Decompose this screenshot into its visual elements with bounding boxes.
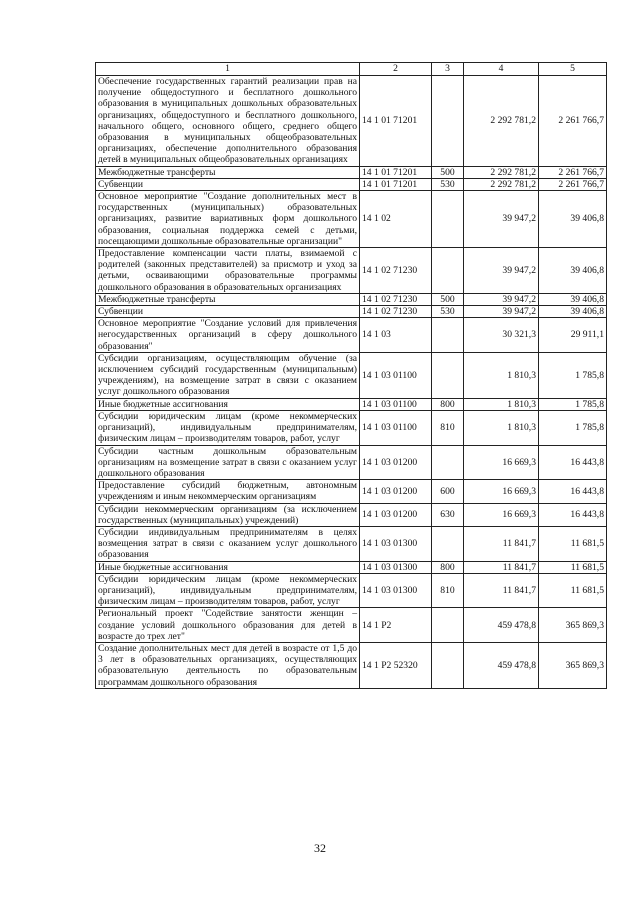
row-value-year2: 11 681,5 (539, 526, 607, 561)
row-name: Субсидии некоммерческим организациям (за исключением государственных (муниципальных) учреждений) (96, 503, 360, 526)
row-code: 14 1 03 01200 (360, 480, 432, 503)
row-value-year1: 1 810,3 (464, 398, 539, 410)
row-value-year1: 39 947,2 (464, 306, 539, 318)
row-value-year1: 30 321,3 (464, 318, 539, 353)
row-name: Основное мероприятие "Создание дополнительных мест в государственных (муниципальных) образовательных организациях, развитие вариативных форм дошкольного образования, социальная поддержка семей с детьми, посещающими дошкольные образовательные организации" (96, 191, 360, 248)
column-header: 5 (539, 63, 607, 76)
row-code: 14 1 03 01300 (360, 526, 432, 561)
row-value-year2: 39 406,8 (539, 248, 607, 294)
row-name: Межбюджетные трансферты (96, 293, 360, 305)
row-value-year2: 2 261 766,7 (539, 76, 607, 167)
table-row (96, 178, 607, 190)
page-number: 32 (314, 841, 326, 855)
row-name: Субсидии организациям, осуществляющим обучение (за исключением субсидий государственным (муниципальным) учреждениям), на возмещение затрат в связи с оказанием услуг дошкольного образования (96, 352, 360, 398)
budget-table (95, 62, 607, 689)
row-name: Предоставление субсидий бюджетным, автономным учреждениям и иным некоммерческим организациям (96, 480, 360, 503)
row-value-year2: 39 406,8 (539, 293, 607, 305)
row-value-year1: 11 841,7 (464, 526, 539, 561)
table-row (96, 642, 607, 688)
row-code: 14 1 01 71201 (360, 166, 432, 178)
row-name: Иные бюджетные ассигнования (96, 398, 360, 410)
row-type: 500 (432, 166, 464, 178)
row-name: Региональный проект "Содействие занятости женщин – создание условий дошкольного образования для детей в возрасте до трех лет" (96, 608, 360, 643)
row-value-year1: 16 669,3 (464, 445, 539, 480)
row-value-year2: 11 681,5 (539, 561, 607, 573)
row-value-year1: 1 810,3 (464, 410, 539, 445)
row-type (432, 318, 464, 353)
row-code: 14 1 P2 (360, 608, 432, 643)
row-name: Обеспечение государственных гарантий реализации прав на получение общедоступного и бесплатного дошкольного образования в муниципальных дошкольных образовательных организациях, общедоступного и бесплатного дошкольного, начального общего, основного общего, среднего общего образования в муниципальных общеобразовательных организациях, обеспечение дополнительного образования детей в муниципальных общеобразовательных организациях (96, 76, 360, 167)
row-value-year1: 39 947,2 (464, 248, 539, 294)
row-value-year1: 1 810,3 (464, 352, 539, 398)
row-type (432, 191, 464, 248)
row-code: 14 1 01 71201 (360, 76, 432, 167)
row-name: Иные бюджетные ассигнования (96, 561, 360, 573)
row-type: 500 (432, 293, 464, 305)
row-type (432, 608, 464, 643)
row-type (432, 642, 464, 688)
row-code: 14 1 03 01100 (360, 410, 432, 445)
row-type: 810 (432, 410, 464, 445)
column-header: 2 (360, 63, 432, 76)
row-code: 14 1 03 01100 (360, 398, 432, 410)
row-type (432, 76, 464, 167)
row-value-year2: 1 785,8 (539, 398, 607, 410)
row-code: 14 1 03 01100 (360, 352, 432, 398)
row-value-year1: 16 669,3 (464, 503, 539, 526)
table-row (96, 318, 607, 353)
row-name: Создание дополнительных мест для детей в возрасте от 1,5 до 3 лет в образовательных организациях, осуществляющих образовательную деятельность по образовательным программам дошкольного образования (96, 642, 360, 688)
row-type: 530 (432, 178, 464, 190)
row-value-year2: 365 869,3 (539, 642, 607, 688)
table-row (96, 608, 607, 643)
row-type: 810 (432, 573, 464, 608)
table-row (96, 445, 607, 480)
table-row (96, 398, 607, 410)
row-value-year2: 29 911,1 (539, 318, 607, 353)
row-type: 530 (432, 306, 464, 318)
row-value-year2: 16 443,8 (539, 480, 607, 503)
row-type (432, 352, 464, 398)
row-code: 14 1 02 71230 (360, 293, 432, 305)
column-header: 3 (432, 63, 464, 76)
row-name: Субсидии юридическим лицам (кроме некоммерческих организаций), индивидуальным предпринимателям, физическим лицам – производителям товаров, работ, услуг (96, 410, 360, 445)
row-code: 14 1 02 (360, 191, 432, 248)
table-row (96, 191, 607, 248)
row-code: 14 1 03 01200 (360, 445, 432, 480)
row-name: Основное мероприятие "Создание условий для привлечения негосударственных организаций в сферу дошкольного образования" (96, 318, 360, 353)
row-code: 14 1 03 01300 (360, 561, 432, 573)
row-value-year1: 2 292 781,2 (464, 76, 539, 167)
row-value-year2: 2 261 766,7 (539, 166, 607, 178)
row-name: Субсидии юридическим лицам (кроме некоммерческих организаций), индивидуальным предпринимателям, физическим лицам – производителям товаров, работ, услуг (96, 573, 360, 608)
row-value-year2: 365 869,3 (539, 608, 607, 643)
row-value-year1: 11 841,7 (464, 561, 539, 573)
row-value-year2: 39 406,8 (539, 191, 607, 248)
table-row (96, 573, 607, 608)
row-code: 14 1 02 71230 (360, 248, 432, 294)
row-type: 800 (432, 398, 464, 410)
row-code: 14 1 P2 52320 (360, 642, 432, 688)
table-row (96, 410, 607, 445)
table-header-row (96, 63, 607, 76)
row-value-year1: 16 669,3 (464, 480, 539, 503)
row-code: 14 1 03 01300 (360, 573, 432, 608)
row-value-year2: 2 261 766,7 (539, 178, 607, 190)
table-row (96, 352, 607, 398)
table-row (96, 76, 607, 167)
row-value-year1: 2 292 781,2 (464, 178, 539, 190)
row-name: Субвенции (96, 306, 360, 318)
row-value-year1: 459 478,8 (464, 642, 539, 688)
row-value-year2: 16 443,8 (539, 445, 607, 480)
row-name: Субвенции (96, 178, 360, 190)
row-type (432, 445, 464, 480)
table-row (96, 480, 607, 503)
table-row (96, 561, 607, 573)
row-value-year2: 11 681,5 (539, 573, 607, 608)
table-row (96, 306, 607, 318)
row-code: 14 1 03 (360, 318, 432, 353)
table-row (96, 248, 607, 294)
table-row (96, 503, 607, 526)
table-row (96, 293, 607, 305)
row-value-year1: 2 292 781,2 (464, 166, 539, 178)
column-header: 1 (96, 63, 360, 76)
row-value-year2: 16 443,8 (539, 503, 607, 526)
row-name: Субсидии частным дошкольным образовательным организациям на возмещение затрат в связи с оказанием услуг дошкольного образования (96, 445, 360, 480)
row-value-year1: 39 947,2 (464, 293, 539, 305)
row-type: 630 (432, 503, 464, 526)
row-type (432, 526, 464, 561)
row-code: 14 1 01 71201 (360, 178, 432, 190)
row-value-year1: 39 947,2 (464, 191, 539, 248)
row-code: 14 1 03 01200 (360, 503, 432, 526)
row-code: 14 1 02 71230 (360, 306, 432, 318)
row-value-year1: 11 841,7 (464, 573, 539, 608)
row-value-year1: 459 478,8 (464, 608, 539, 643)
row-value-year2: 1 785,8 (539, 410, 607, 445)
table-row (96, 166, 607, 178)
row-type (432, 248, 464, 294)
row-name: Межбюджетные трансферты (96, 166, 360, 178)
column-header: 4 (464, 63, 539, 76)
table-row (96, 526, 607, 561)
row-name: Субсидии индивидуальным предпринимателям в целях возмещения затрат в связи с оказанием услуг дошкольного образования (96, 526, 360, 561)
row-name: Предоставление компенсации части платы, взимаемой с родителей (законных представителей) за присмотр и уход за детьми, осваивающими образовательные программы дошкольного образования в образовательных организациях (96, 248, 360, 294)
row-type: 800 (432, 561, 464, 573)
row-type: 600 (432, 480, 464, 503)
row-value-year2: 1 785,8 (539, 352, 607, 398)
row-value-year2: 39 406,8 (539, 306, 607, 318)
